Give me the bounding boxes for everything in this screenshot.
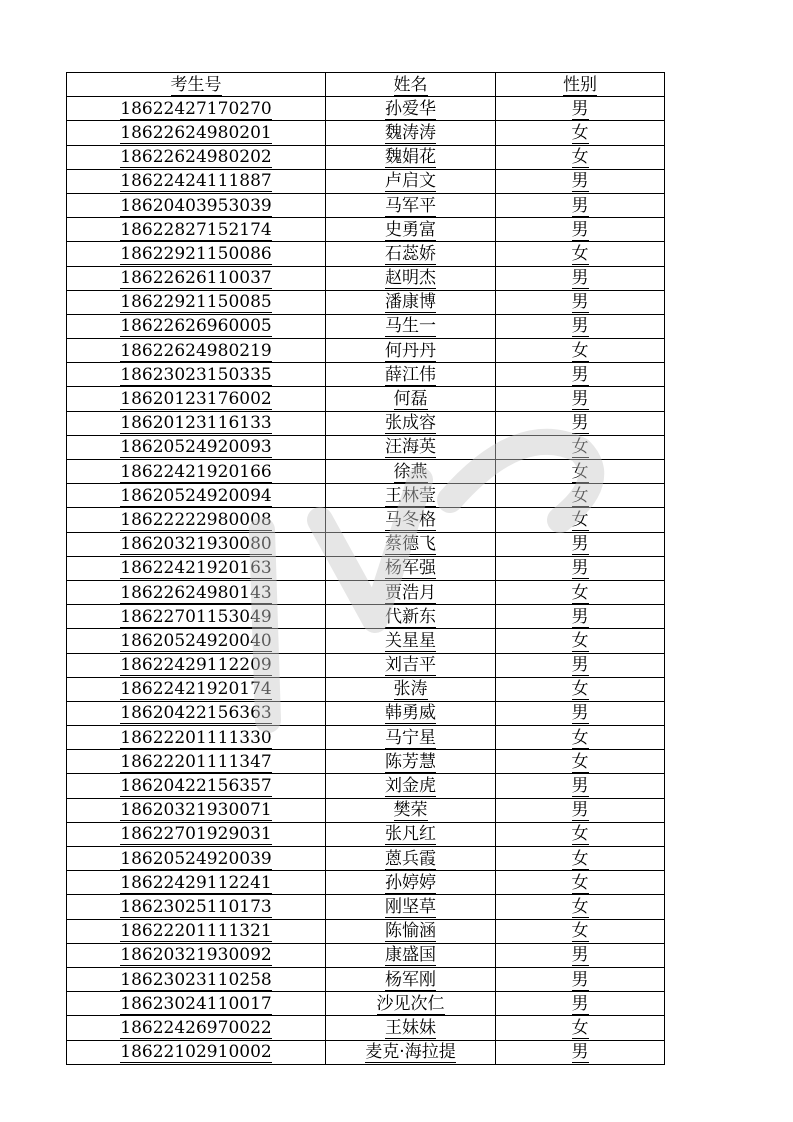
cell-gender-text: 男 xyxy=(571,292,589,313)
cell-exam-id xyxy=(67,145,326,169)
cell-name xyxy=(326,314,496,338)
cell-gender-text: 女 xyxy=(571,437,589,458)
cell-exam-id xyxy=(67,701,326,725)
cell-exam-id xyxy=(67,580,326,604)
cell-name xyxy=(326,460,496,484)
cell-name xyxy=(326,145,496,169)
cell-gender xyxy=(496,943,665,967)
cell-name xyxy=(326,798,496,822)
cell-exam-id xyxy=(67,726,326,750)
cell-exam-id-text: 18623023110258 xyxy=(120,969,272,990)
cell-exam-id xyxy=(67,339,326,363)
cell-name xyxy=(326,653,496,677)
cell-gender-text: 女 xyxy=(571,751,589,772)
cell-gender xyxy=(496,895,665,919)
cell-gender xyxy=(496,508,665,532)
cell-exam-id-text: 18622624980202 xyxy=(120,147,272,168)
cell-gender-text: 女 xyxy=(571,461,589,482)
cell-gender xyxy=(496,726,665,750)
cell-name xyxy=(326,919,496,943)
header-name-label: 姓名 xyxy=(393,74,428,95)
table-row xyxy=(67,169,665,193)
cell-exam-id-text: 18622427170270 xyxy=(120,98,272,119)
cell-exam-id-text: 18622624980143 xyxy=(120,582,272,603)
cell-name xyxy=(326,967,496,991)
cell-exam-id xyxy=(67,992,326,1016)
cell-gender-text: 女 xyxy=(571,921,589,942)
cell-name-text: 陈愉涵 xyxy=(385,921,436,942)
table-row xyxy=(67,556,665,580)
cell-gender xyxy=(496,290,665,314)
table-row xyxy=(67,871,665,895)
cell-exam-id-text: 18622102910002 xyxy=(120,1042,272,1063)
cell-name-text: 孙婷婷 xyxy=(385,872,436,893)
table-row xyxy=(67,218,665,242)
cell-exam-id-text: 18622701929031 xyxy=(120,824,272,845)
cell-name-text: 张凡红 xyxy=(385,824,436,845)
cell-name-text: 沙见次仁 xyxy=(376,993,445,1014)
table-row xyxy=(67,1016,665,1040)
cell-exam-id-text: 18622921150086 xyxy=(120,243,272,264)
table-row xyxy=(67,943,665,967)
table-row xyxy=(67,992,665,1016)
cell-exam-id xyxy=(67,121,326,145)
cell-exam-id-text: 18620422156357 xyxy=(120,776,272,797)
cell-exam-id-text: 18622222980008 xyxy=(120,509,272,530)
cell-exam-id-text: 18622827152174 xyxy=(120,219,272,240)
cell-exam-id xyxy=(67,943,326,967)
cell-exam-id xyxy=(67,847,326,871)
cell-gender xyxy=(496,339,665,363)
cell-name xyxy=(326,895,496,919)
cell-gender-text: 男 xyxy=(571,268,589,289)
cell-name xyxy=(326,193,496,217)
cell-gender-text: 男 xyxy=(571,195,589,216)
cell-exam-id-text: 18620524920039 xyxy=(120,848,272,869)
cell-name-text: 马生一 xyxy=(385,316,436,337)
cell-gender-text: 男 xyxy=(571,389,589,410)
cell-name-text: 王林莹 xyxy=(385,485,436,506)
cell-gender-text: 女 xyxy=(571,243,589,264)
cell-exam-id-text: 18620321930071 xyxy=(120,800,272,821)
cell-exam-id-text: 18622201111321 xyxy=(120,921,272,942)
cell-gender xyxy=(496,1016,665,1040)
cell-gender xyxy=(496,750,665,774)
cell-exam-id xyxy=(67,508,326,532)
cell-gender xyxy=(496,653,665,677)
cell-exam-id xyxy=(67,1016,326,1040)
cell-gender xyxy=(496,580,665,604)
cell-exam-id xyxy=(67,363,326,387)
cell-name xyxy=(326,97,496,121)
table-row xyxy=(67,460,665,484)
cell-name-text: 汪海英 xyxy=(385,437,436,458)
cell-gender xyxy=(496,822,665,846)
cell-name xyxy=(326,701,496,725)
table-row xyxy=(67,242,665,266)
table-row xyxy=(67,145,665,169)
cell-gender-text: 男 xyxy=(571,945,589,966)
cell-name xyxy=(326,387,496,411)
cell-gender-text: 男 xyxy=(571,800,589,821)
cell-gender-text: 女 xyxy=(571,1017,589,1038)
cell-gender xyxy=(496,145,665,169)
cell-exam-id xyxy=(67,629,326,653)
cell-gender xyxy=(496,411,665,435)
cell-name-text: 蔡德飞 xyxy=(385,534,436,555)
cell-gender-text: 女 xyxy=(571,848,589,869)
cell-exam-id-text: 18620403953039 xyxy=(120,195,272,216)
cell-gender xyxy=(496,847,665,871)
cell-name xyxy=(326,1040,496,1064)
table-row xyxy=(67,1040,665,1064)
cell-gender-text: 女 xyxy=(571,727,589,748)
cell-exam-id-text: 18622429112241 xyxy=(120,872,272,893)
cell-name xyxy=(326,556,496,580)
cell-exam-id-text: 18622624980201 xyxy=(120,122,272,143)
cell-gender-text: 男 xyxy=(571,98,589,119)
table-row xyxy=(67,798,665,822)
cell-name-text: 何丹丹 xyxy=(385,340,436,361)
cell-gender xyxy=(496,242,665,266)
cell-gender xyxy=(496,460,665,484)
table-row xyxy=(67,967,665,991)
table-row xyxy=(67,653,665,677)
cell-exam-id-text: 18620422156363 xyxy=(120,703,272,724)
cell-name xyxy=(326,484,496,508)
cell-exam-id-text: 18622424111887 xyxy=(120,171,272,192)
cell-gender xyxy=(496,218,665,242)
cell-exam-id xyxy=(67,411,326,435)
table-row xyxy=(67,822,665,846)
cell-exam-id-text: 18620524920094 xyxy=(120,485,272,506)
cell-gender xyxy=(496,629,665,653)
cell-exam-id-text: 18622626110037 xyxy=(120,268,272,289)
cell-name xyxy=(326,943,496,967)
cell-gender-text: 男 xyxy=(571,534,589,555)
cell-gender-text: 女 xyxy=(571,630,589,651)
cell-name-text: 刚坚草 xyxy=(385,896,436,917)
cell-exam-id-text: 18622429112209 xyxy=(120,655,272,676)
cell-gender xyxy=(496,121,665,145)
cell-gender xyxy=(496,193,665,217)
cell-gender-text: 女 xyxy=(571,872,589,893)
table-row xyxy=(67,193,665,217)
cell-gender-text: 女 xyxy=(571,824,589,845)
cell-exam-id xyxy=(67,242,326,266)
table-row xyxy=(67,919,665,943)
cell-gender-text: 男 xyxy=(571,171,589,192)
cell-exam-id-text: 18622421920174 xyxy=(120,679,272,700)
cell-gender-text: 男 xyxy=(571,316,589,337)
cell-exam-id xyxy=(67,435,326,459)
table-row xyxy=(67,435,665,459)
cell-exam-id xyxy=(67,774,326,798)
cell-gender-text: 女 xyxy=(571,485,589,506)
table-row xyxy=(67,677,665,701)
cell-name-text: 马军平 xyxy=(385,195,436,216)
cell-gender xyxy=(496,677,665,701)
table-row xyxy=(67,339,665,363)
cell-name-text: 杨军刚 xyxy=(385,969,436,990)
cell-name xyxy=(326,435,496,459)
student-roster-table xyxy=(66,72,665,1065)
cell-gender xyxy=(496,774,665,798)
cell-exam-id-text: 18623024110017 xyxy=(120,993,272,1014)
cell-name-text: 韩勇威 xyxy=(385,703,436,724)
cell-name-text: 何磊 xyxy=(393,389,428,410)
cell-gender xyxy=(496,967,665,991)
cell-gender-text: 男 xyxy=(571,606,589,627)
cell-gender-text: 男 xyxy=(571,364,589,385)
table-row xyxy=(67,774,665,798)
cell-exam-id-text: 18622426970022 xyxy=(120,1017,272,1038)
header-row xyxy=(67,73,665,97)
cell-name xyxy=(326,290,496,314)
cell-name-text: 马冬格 xyxy=(385,509,436,530)
cell-gender-text: 女 xyxy=(571,340,589,361)
cell-name-text: 蒽兵霞 xyxy=(385,848,436,869)
table-row xyxy=(67,629,665,653)
cell-name-text: 张涛 xyxy=(393,679,428,700)
cell-exam-id xyxy=(67,677,326,701)
cell-gender-text: 男 xyxy=(571,558,589,579)
cell-gender-text: 男 xyxy=(571,413,589,434)
table-row xyxy=(67,750,665,774)
cell-name xyxy=(326,726,496,750)
cell-name xyxy=(326,629,496,653)
header-exam-id xyxy=(67,73,326,97)
cell-exam-id-text: 18620123176002 xyxy=(120,389,272,410)
cell-exam-id xyxy=(67,290,326,314)
cell-exam-id xyxy=(67,798,326,822)
cell-exam-id xyxy=(67,822,326,846)
cell-name xyxy=(326,750,496,774)
cell-gender xyxy=(496,97,665,121)
cell-exam-id-text: 18620321930080 xyxy=(120,534,272,555)
cell-gender-text: 男 xyxy=(571,1042,589,1063)
cell-name xyxy=(326,339,496,363)
cell-gender xyxy=(496,169,665,193)
cell-name-text: 潘康博 xyxy=(385,292,436,313)
cell-exam-id-text: 18622701153049 xyxy=(120,606,272,627)
cell-exam-id xyxy=(67,653,326,677)
cell-gender xyxy=(496,266,665,290)
cell-gender-text: 男 xyxy=(571,219,589,240)
cell-name xyxy=(326,992,496,1016)
cell-name xyxy=(326,1016,496,1040)
cell-gender xyxy=(496,387,665,411)
table-row xyxy=(67,508,665,532)
cell-name xyxy=(326,532,496,556)
cell-name-text: 代新东 xyxy=(385,606,436,627)
cell-name-text: 马宁星 xyxy=(385,727,436,748)
cell-gender-text: 男 xyxy=(571,969,589,990)
cell-gender xyxy=(496,992,665,1016)
cell-gender xyxy=(496,556,665,580)
cell-name-text: 樊荣 xyxy=(393,800,428,821)
cell-gender xyxy=(496,314,665,338)
cell-exam-id-text: 18622201111347 xyxy=(120,751,272,772)
cell-name xyxy=(326,218,496,242)
table-row xyxy=(67,266,665,290)
cell-name-text: 关星星 xyxy=(385,630,436,651)
cell-name-text: 薛江伟 xyxy=(385,364,436,385)
cell-name-text: 刘吉平 xyxy=(385,655,436,676)
cell-gender xyxy=(496,435,665,459)
cell-name-text: 魏娟花 xyxy=(385,147,436,168)
cell-exam-id xyxy=(67,266,326,290)
cell-gender xyxy=(496,798,665,822)
table-row xyxy=(67,363,665,387)
cell-exam-id xyxy=(67,871,326,895)
table-row xyxy=(67,484,665,508)
cell-name-text: 徐燕 xyxy=(393,461,428,482)
table-row xyxy=(67,387,665,411)
cell-exam-id xyxy=(67,750,326,774)
cell-exam-id-text: 18622421920166 xyxy=(120,461,272,482)
cell-exam-id-text: 18620524920040 xyxy=(120,630,272,651)
table-row xyxy=(67,97,665,121)
table-row xyxy=(67,847,665,871)
cell-name xyxy=(326,605,496,629)
cell-name xyxy=(326,121,496,145)
cell-exam-id-text: 18622421920163 xyxy=(120,558,272,579)
cell-exam-id xyxy=(67,556,326,580)
cell-gender xyxy=(496,363,665,387)
cell-name-text: 史勇富 xyxy=(385,219,436,240)
cell-gender xyxy=(496,484,665,508)
cell-gender-text: 女 xyxy=(571,147,589,168)
cell-name xyxy=(326,363,496,387)
header-name xyxy=(326,73,496,97)
cell-name xyxy=(326,774,496,798)
cell-exam-id-text: 18620321930092 xyxy=(120,945,272,966)
cell-name-text: 赵明杰 xyxy=(385,268,436,289)
cell-name-text: 孙爱华 xyxy=(385,98,436,119)
cell-name-text: 魏涛涛 xyxy=(385,122,436,143)
cell-name-text: 杨军强 xyxy=(385,558,436,579)
cell-name-text: 卢启文 xyxy=(385,171,436,192)
cell-exam-id-text: 18622921150085 xyxy=(120,292,272,313)
cell-exam-id xyxy=(67,314,326,338)
cell-name-text: 张成容 xyxy=(385,413,436,434)
cell-exam-id-text: 18620123116133 xyxy=(120,413,272,434)
cell-exam-id xyxy=(67,460,326,484)
cell-exam-id xyxy=(67,967,326,991)
header-gender xyxy=(496,73,665,97)
cell-gender xyxy=(496,532,665,556)
cell-exam-id-text: 18622626960005 xyxy=(120,316,272,337)
table-row xyxy=(67,290,665,314)
cell-exam-id-text: 18622201111330 xyxy=(120,727,272,748)
cell-gender-text: 男 xyxy=(571,993,589,1014)
cell-name-text: 麦克·海拉提 xyxy=(365,1042,456,1063)
table-row xyxy=(67,411,665,435)
header-exam-id-label: 考生号 xyxy=(170,74,222,95)
cell-name xyxy=(326,266,496,290)
cell-exam-id xyxy=(67,97,326,121)
cell-gender xyxy=(496,871,665,895)
table-row xyxy=(67,121,665,145)
cell-gender-text: 女 xyxy=(571,122,589,143)
cell-gender xyxy=(496,701,665,725)
cell-exam-id xyxy=(67,169,326,193)
cell-name xyxy=(326,847,496,871)
cell-name-text: 王妹妹 xyxy=(385,1017,436,1038)
cell-name-text: 康盛国 xyxy=(385,945,436,966)
cell-name xyxy=(326,871,496,895)
table-row xyxy=(67,580,665,604)
cell-exam-id xyxy=(67,1040,326,1064)
cell-gender-text: 女 xyxy=(571,896,589,917)
cell-name xyxy=(326,580,496,604)
cell-gender-text: 女 xyxy=(571,509,589,530)
header-gender-label: 性别 xyxy=(563,74,597,95)
cell-exam-id xyxy=(67,387,326,411)
cell-name xyxy=(326,169,496,193)
cell-name-text: 刘金虎 xyxy=(385,776,436,797)
roster-body xyxy=(67,97,665,1065)
cell-gender xyxy=(496,605,665,629)
cell-name-text: 石蕊娇 xyxy=(385,243,436,264)
cell-exam-id xyxy=(67,895,326,919)
table-row xyxy=(67,701,665,725)
cell-exam-id xyxy=(67,484,326,508)
cell-name-text: 贾浩月 xyxy=(385,582,436,603)
cell-name-text: 陈芳慧 xyxy=(385,751,436,772)
cell-name xyxy=(326,508,496,532)
cell-exam-id xyxy=(67,532,326,556)
cell-exam-id-text: 18623025110173 xyxy=(120,896,272,917)
cell-exam-id xyxy=(67,605,326,629)
cell-exam-id xyxy=(67,218,326,242)
cell-gender xyxy=(496,1040,665,1064)
cell-exam-id-text: 18622624980219 xyxy=(120,340,272,361)
cell-name xyxy=(326,411,496,435)
cell-gender-text: 女 xyxy=(571,582,589,603)
cell-exam-id xyxy=(67,193,326,217)
cell-exam-id-text: 18620524920093 xyxy=(120,437,272,458)
cell-gender-text: 女 xyxy=(571,679,589,700)
table-row xyxy=(67,605,665,629)
cell-exam-id-text: 18623023150335 xyxy=(120,364,272,385)
cell-gender-text: 男 xyxy=(571,703,589,724)
cell-gender-text: 男 xyxy=(571,776,589,797)
table-row xyxy=(67,726,665,750)
cell-name xyxy=(326,677,496,701)
table-row xyxy=(67,314,665,338)
cell-name xyxy=(326,822,496,846)
cell-gender-text: 男 xyxy=(571,655,589,676)
cell-gender xyxy=(496,919,665,943)
table-row xyxy=(67,532,665,556)
table-row xyxy=(67,895,665,919)
cell-name xyxy=(326,242,496,266)
cell-exam-id xyxy=(67,919,326,943)
